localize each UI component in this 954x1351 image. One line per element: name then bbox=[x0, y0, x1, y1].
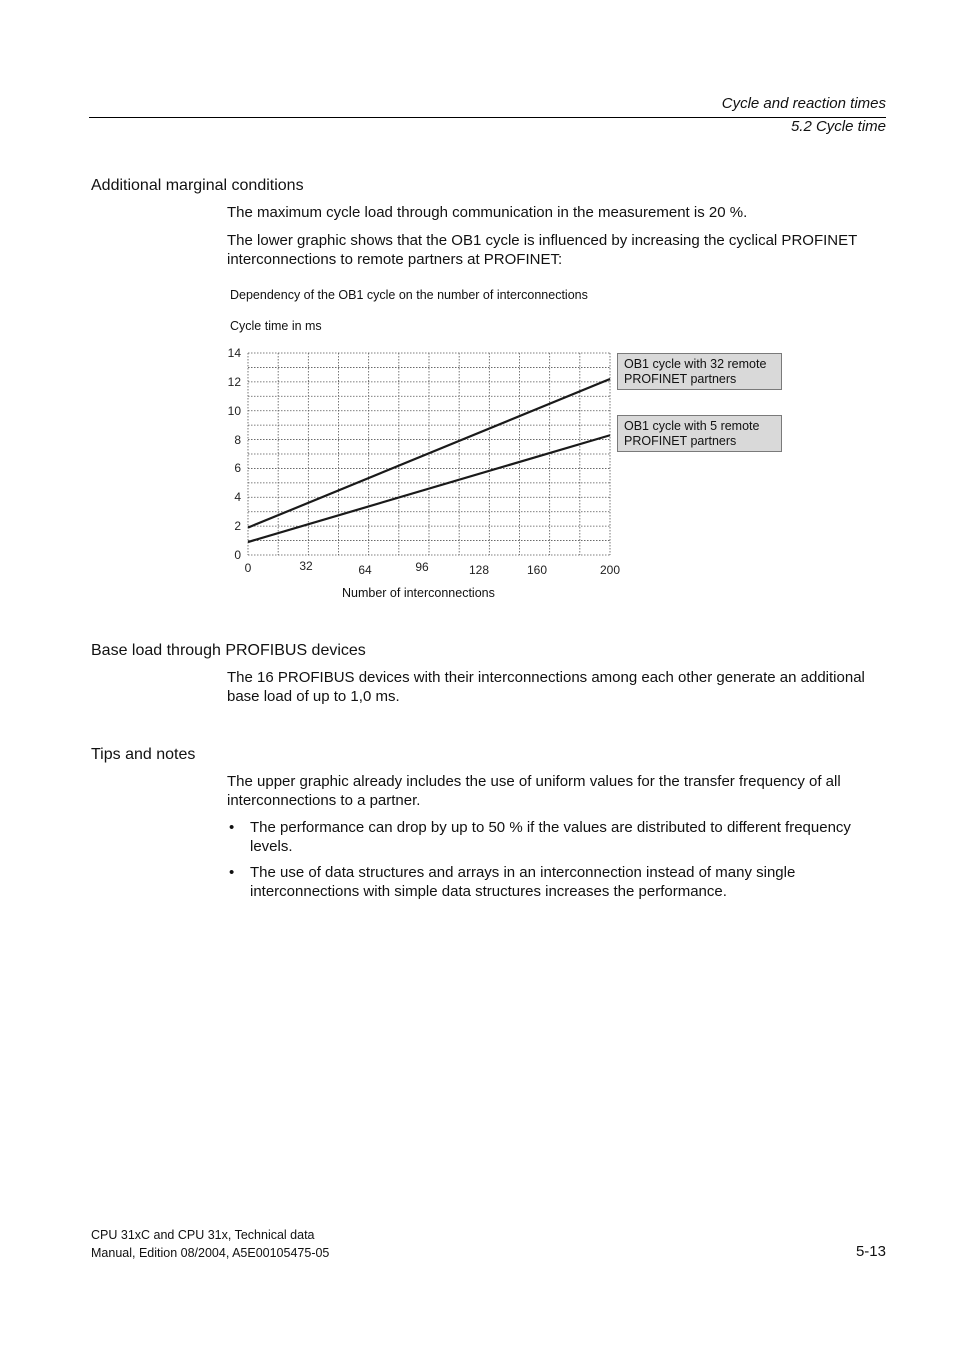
x-tick-label: 96 bbox=[415, 560, 429, 574]
y-tick-label: 0 bbox=[234, 548, 241, 562]
legend-5-partners: OB1 cycle with 5 remote PROFINET partners bbox=[617, 415, 782, 452]
chart-x-axis-label: Number of interconnections bbox=[342, 586, 495, 600]
heading-tips-notes: Tips and notes bbox=[91, 746, 196, 763]
x-tick-label: 64 bbox=[358, 563, 372, 577]
x-tick-label: 128 bbox=[468, 563, 490, 577]
chart-title: Dependency of the OB1 cycle on the number of interconnections bbox=[230, 288, 588, 302]
y-tick-label: 2 bbox=[234, 519, 241, 534]
heading-profibus-base-load: Base load through PROFIBUS devices bbox=[91, 642, 366, 659]
footer-manual-title: CPU 31xC and CPU 31x, Technical data bbox=[91, 1228, 315, 1242]
para-lower-graphic: The lower graphic shows that the OB1 cycle is influenced by increasing the cyclical PROFINET interconnections to remote partners at PROFINET: bbox=[227, 232, 857, 268]
y-tick-label: 12 bbox=[227, 374, 241, 389]
bullet-data-structures: The use of data structures and arrays in an interconnection instead of many single interconnections with simple data structures increases the performance. bbox=[250, 864, 796, 900]
y-tick-label: 6 bbox=[234, 461, 241, 476]
running-header-section: 5.2 Cycle time bbox=[790, 118, 886, 135]
running-header-chapter: Cycle and reaction times bbox=[721, 95, 886, 112]
y-tick-label: 8 bbox=[234, 432, 241, 447]
y-tick-label: 14 bbox=[227, 346, 241, 360]
x-tick-label: 0 bbox=[244, 561, 252, 575]
bullet-marker: • bbox=[229, 819, 235, 836]
bullet-marker: • bbox=[229, 864, 235, 881]
legend-32-partners: OB1 cycle with 32 remote PROFINET partners bbox=[617, 353, 782, 390]
para-cycle-load: The maximum cycle load through communication in the measurement is 20 %. bbox=[227, 204, 748, 221]
heading-marginal-conditions: Additional marginal conditions bbox=[91, 177, 304, 194]
y-tick-label: 4 bbox=[234, 490, 241, 505]
para-uniform-values: The upper graphic already includes the use of uniform values for the transfer frequency of all interconnections to a partner. bbox=[227, 773, 841, 809]
ob1-cycle-chart bbox=[0, 0, 954, 620]
x-tick-label: 200 bbox=[599, 563, 621, 577]
y-tick-label: 10 bbox=[227, 403, 241, 418]
chart-y-axis-label: Cycle time in ms bbox=[230, 319, 322, 333]
page-number: 5-13 bbox=[855, 1243, 886, 1260]
footer-edition: Manual, Edition 08/2004, A5E00105475-05 bbox=[91, 1246, 330, 1260]
x-tick-label: 160 bbox=[526, 563, 548, 577]
para-profibus-base-load: The 16 PROFIBUS devices with their interconnections among each other generate an additional base load of up to 1,0 ms. bbox=[227, 669, 865, 705]
x-tick-label: 32 bbox=[299, 559, 313, 573]
bullet-performance-drop: The performance can drop by up to 50 % if the values are distributed to different frequency levels. bbox=[250, 819, 851, 855]
